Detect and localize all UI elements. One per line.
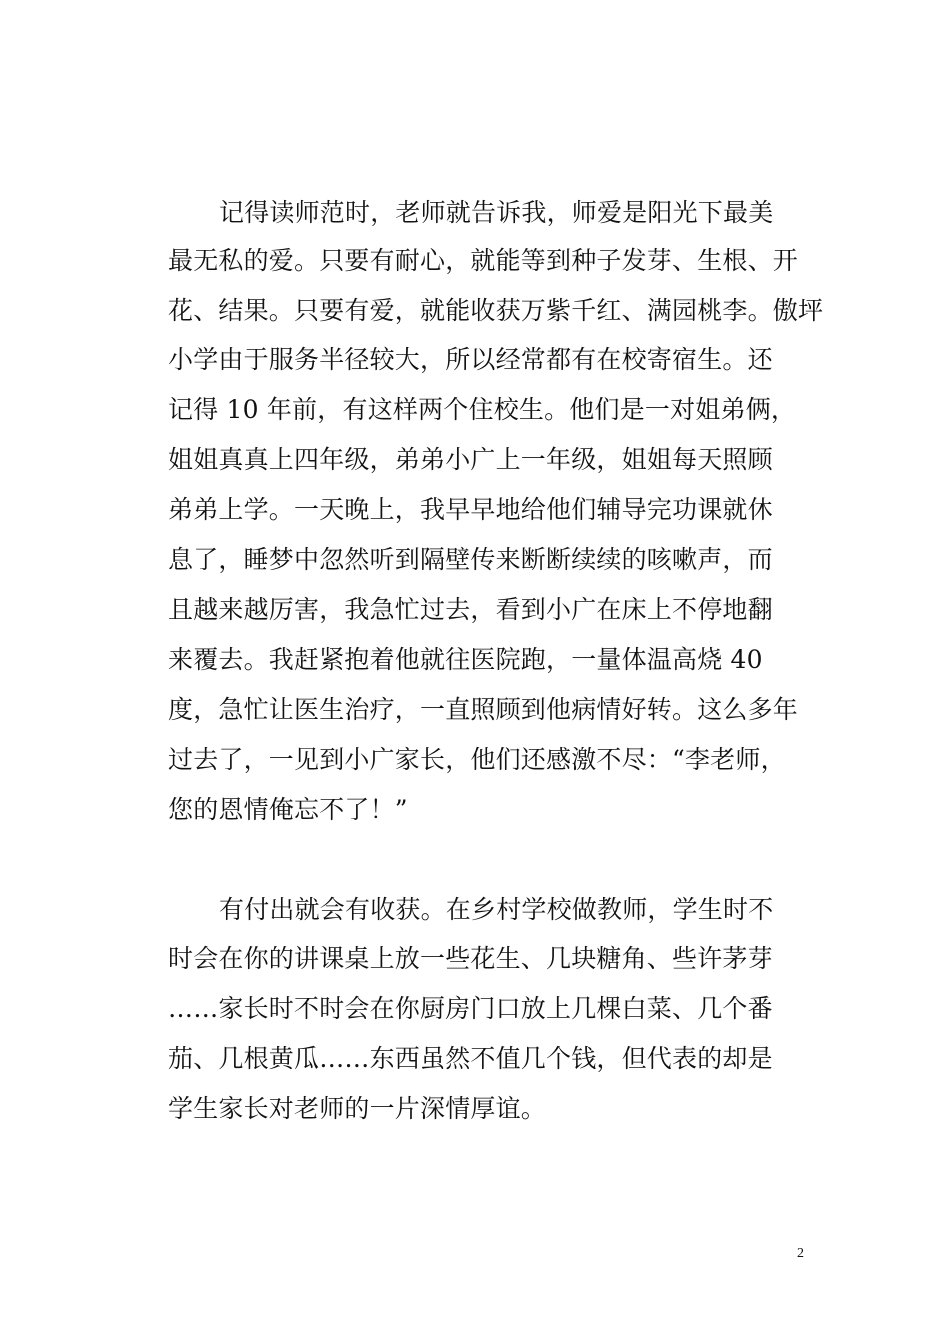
page-number: 2 [797,1246,804,1261]
paragraph-line: 茄、几根黄瓜……东西虽然不值几个钱，但代表的却是 [168,1044,773,1073]
paragraph-line: 时会在你的讲课桌上放一些花生、几块糖角、些许茅芽 [168,944,773,973]
paragraph-line: 花、结果。只要有爱，就能收获万紫千红、满园桃李。傲坪 [168,296,824,325]
paragraph-line: 息了，睡梦中忽然听到隔壁传来断断续续的咳嗽声，而 [168,545,773,574]
paragraph-line: 学生家长对老师的一片深情厚谊。 [168,1094,547,1123]
paragraph-line: 来覆去。我赶紧抱着他就往医院跑，一量体温高烧 40 [168,645,763,674]
paragraph-line: 记得读师范时，老师就告诉我，师爱是阳光下最美 [219,198,774,227]
paragraph-line: 度，急忙让医生治疗，一直照顾到他病情好转。这么多年 [168,695,799,724]
paragraph-line: 且越来越厉害，我急忙过去，看到小广在床上不停地翻 [168,595,773,624]
paragraph-line: 小学由于服务半径较大，所以经常都有在校寄宿生。还 [168,345,773,374]
paragraph-line: ……家长时不时会在你厨房门口放上几棵白菜、几个番 [168,994,773,1023]
paragraph-line: 您的恩情俺忘不了！” [168,795,408,824]
paragraph-line: 弟弟上学。一天晚上，我早早地给他们辅导完功课就休 [168,495,773,524]
paragraph-line: 过去了，一见到小广家长，他们还感激不尽：“李老师， [168,745,786,774]
paragraph-line: 有付出就会有收获。在乡村学校做教师，学生时不 [219,895,774,924]
paragraph-line: 记得 10 年前，有这样两个住校生。他们是一对姐弟俩， [168,395,797,424]
paragraph-line: 最无私的爱。只要有耐心，就能等到种子发芽、生根、开 [168,246,799,275]
paragraph-line: 姐姐真真上四年级，弟弟小广上一年级，姐姐每天照顾 [168,445,773,474]
